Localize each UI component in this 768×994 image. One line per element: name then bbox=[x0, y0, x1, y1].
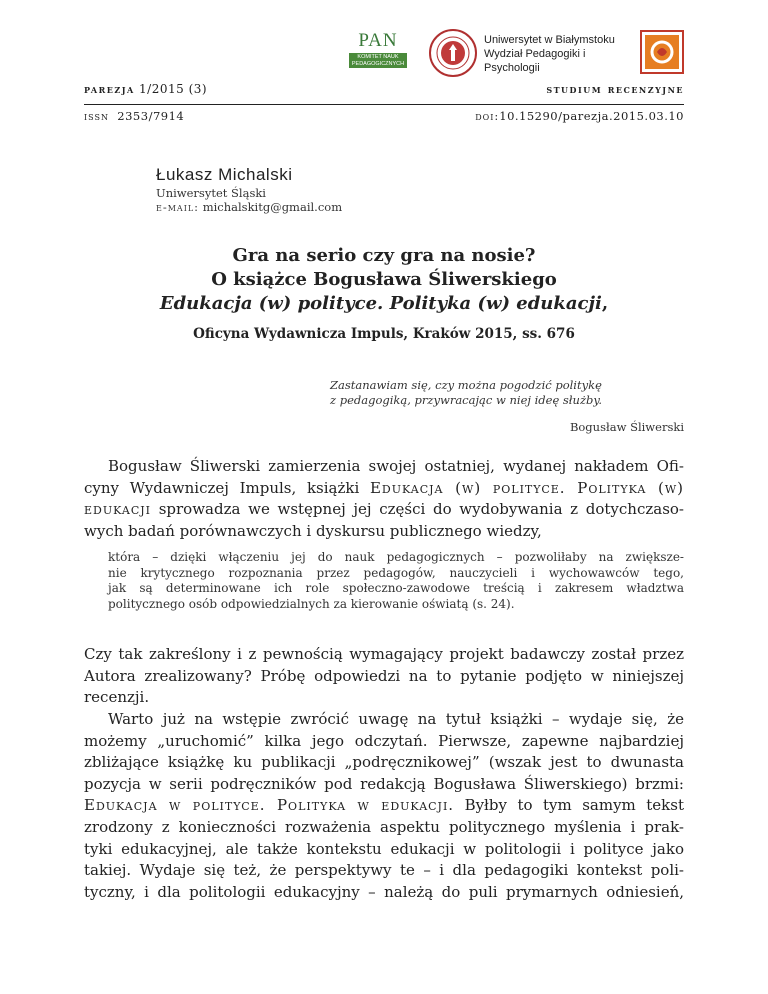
text-line: Edukacja w polityce. Polityka w edukacji. Byłby to tym samym tekst bbox=[84, 796, 684, 815]
article-title bbox=[84, 244, 684, 316]
quote-line: politycznego osób odpowiedzialnych za kierowanie oświatą (s. 24). bbox=[108, 596, 515, 611]
text-line: zbliżające książkę ku publikacji „podręcznikowej” (wszak jest to dwunasta bbox=[84, 753, 684, 772]
pan-logo-subtitle: KOMITET NAUK PEDAGOGICZNYCH bbox=[349, 53, 407, 68]
author-affiliation: Uniwersytet Śląski bbox=[156, 186, 266, 200]
university-name-line1: Uniwersytet w Białymstoku bbox=[484, 34, 615, 46]
text-line: cyny Wydawniczej Impuls, książki Edukacja (w) polityce. Polityka (w) bbox=[84, 478, 684, 497]
quote-line: nie krytycznego rozpoznania przez pedagogów, nauczycieli i wychowawców tego, bbox=[108, 565, 684, 580]
text-line: tyki edukacyjnej, ale także kontekstu edukacji w politologii i polityce jako bbox=[84, 839, 684, 858]
text-line: wych badań porównawczych i dyskursu publicznego wiedzy, bbox=[84, 521, 542, 540]
faculty-logo-icon bbox=[640, 30, 684, 74]
doi bbox=[475, 109, 684, 123]
quote-line: jak są determinowane ich role społeczno-zawodowe treścią i zakresem władztwa bbox=[108, 581, 684, 596]
book-title: Edukacja (w) polityce. Polityka (w) edukacji bbox=[159, 293, 602, 314]
text-line: Bogusław Śliwerski zamierzenia swojej ostatniej, wydanej nakładem Ofi- bbox=[108, 457, 684, 475]
text-line: zrodzony z konieczności rozważenia aspektu politycznego myślenia i prak- bbox=[84, 817, 684, 836]
journal-issue-number: 1/2015 (3) bbox=[139, 82, 208, 96]
book-title-smallcaps: edukacji bbox=[84, 500, 152, 519]
text-line: edukacji sprowadza we wstępnej jej części do wydobywania z dotychczaso- bbox=[84, 500, 684, 519]
text-line: Autora zrealizowany? Próbę odpowiedzi na to pytanie podjęto w niniejszej bbox=[84, 666, 684, 685]
journal-issue bbox=[84, 82, 207, 96]
author-name: Łukasz Michalski bbox=[156, 165, 293, 184]
text-line: Warto już na wstępie zwrócić uwagę na tytuł książki – wydaje się, że bbox=[108, 710, 684, 728]
email-label: e-mail: bbox=[156, 200, 200, 214]
text-line: takiej. Wydaje się też, że perspektywy te – i dla pedagogiki kontekst poli- bbox=[84, 861, 684, 880]
text-line: możemy „uruchomić” kilka jego odczytań. Pierwsze, zapewne najbardziej bbox=[84, 731, 684, 750]
motto-line2: z pedagogiką, przywracając w niej ideę służby. bbox=[330, 393, 602, 407]
title-line3: Edukacja (w) polityce. Polityka (w) edukacji, bbox=[159, 293, 609, 314]
issn bbox=[84, 109, 184, 123]
section-label: studium recenzyjne bbox=[546, 82, 684, 96]
text-line: pozycja w serii podręczników pod redakcją Bogusława Śliwerskiego) brzmi: bbox=[84, 774, 684, 793]
publisher-info: Oficyna Wydawnicza Impuls, Kraków 2015, ss. 676 bbox=[193, 326, 575, 342]
book-title-smallcaps: Edukacja w polityce. Polityka w edukacji. bbox=[84, 796, 455, 815]
university-name-line2: Wydział Pedagogiki i Psychologii bbox=[484, 48, 586, 74]
pan-logo bbox=[340, 30, 416, 76]
issn-label: issn bbox=[84, 109, 109, 123]
issn-value: 2353/7914 bbox=[117, 109, 185, 123]
doi-value: 10.15290/parezja.2015.03.10 bbox=[499, 109, 684, 123]
header-divider bbox=[84, 104, 684, 105]
university-seal-icon bbox=[428, 28, 478, 78]
motto-quote bbox=[330, 378, 684, 408]
university-name bbox=[484, 33, 634, 75]
text-line: tyczny, i dla politologii edukacyjny – należą do puli prymarnych odniesień, bbox=[84, 882, 684, 901]
motto-line1: Zastanawiam się, czy można pogodzić politykę bbox=[330, 378, 602, 392]
author-email bbox=[156, 200, 342, 214]
text-line: recenzji. bbox=[84, 688, 150, 707]
paragraph-1 bbox=[84, 456, 684, 542]
block-quote bbox=[108, 550, 684, 612]
motto-author: Bogusław Śliwerski bbox=[569, 420, 684, 434]
email-value: michalskitg@gmail.com bbox=[202, 200, 343, 214]
journal-name: parezja bbox=[84, 82, 135, 96]
article-section bbox=[546, 82, 684, 96]
pan-logo-mark: PAN bbox=[358, 30, 398, 51]
title-line1: Gra na serio czy gra na nosie? bbox=[232, 245, 536, 266]
paragraph-2 bbox=[84, 644, 684, 709]
doi-label: doi: bbox=[475, 109, 500, 123]
text-line: Czy tak zakreślony i z pewnością wymagający projekt badawczy został przez bbox=[84, 645, 684, 663]
book-title-smallcaps: Edukacja (w) polityce. Polityka (w) bbox=[369, 478, 684, 497]
title-line2: O książce Bogusława Śliwerskiego bbox=[211, 269, 557, 290]
quote-line: która – dzięki włączeniu jej do nauk pedagogicznych – pozwoliłaby na zwiększe- bbox=[108, 550, 684, 564]
paragraph-3 bbox=[84, 709, 684, 903]
